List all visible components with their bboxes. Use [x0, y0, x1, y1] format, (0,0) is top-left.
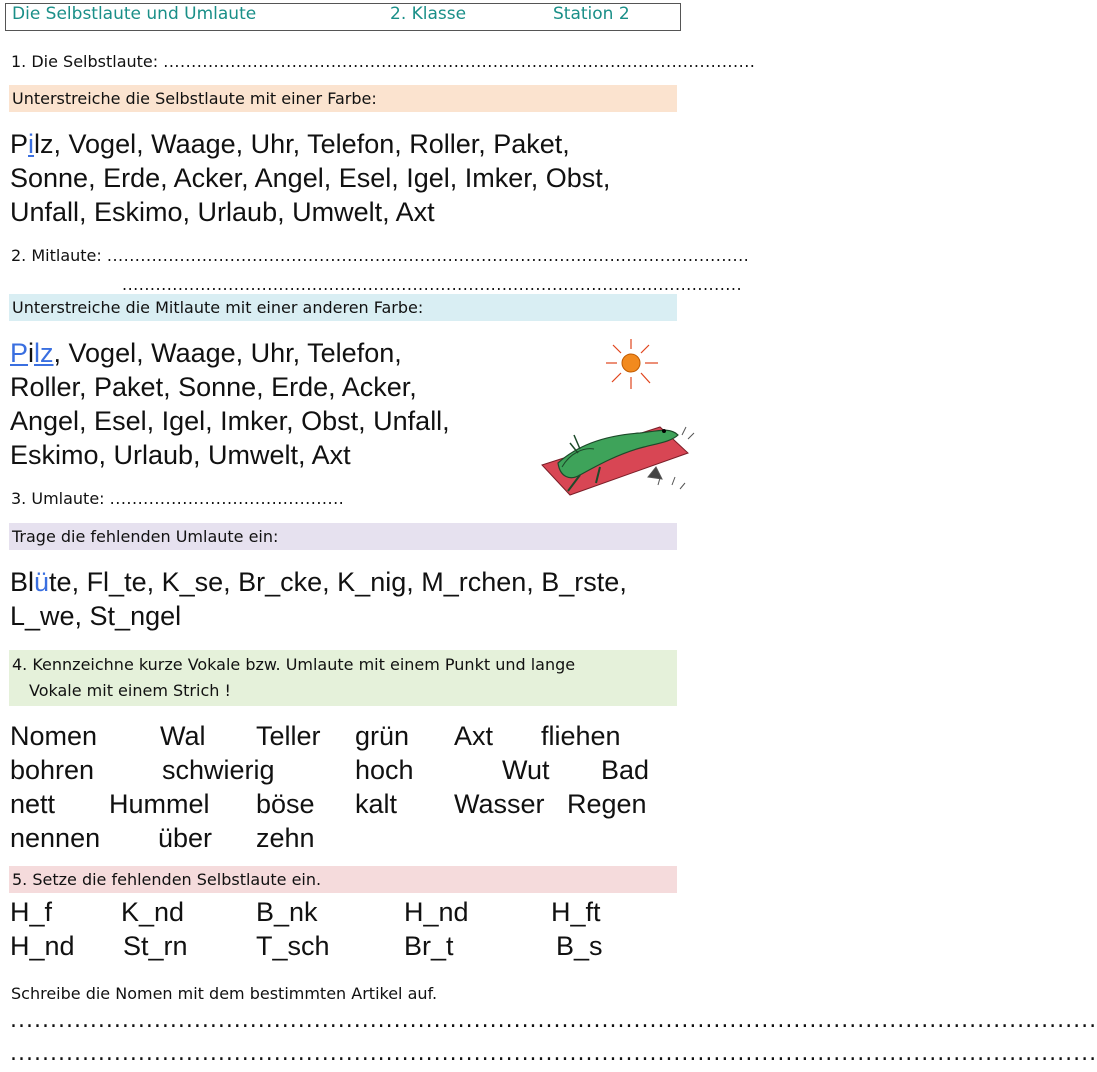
- example-vowel-underlined: i: [28, 129, 35, 159]
- crocodile-icon: [542, 427, 688, 495]
- word: kalt: [355, 789, 398, 819]
- instruction-bar-2: [9, 294, 677, 321]
- station-label: Station 2: [553, 4, 630, 24]
- sunbathing-crocodile-illustration: [540, 335, 700, 505]
- word: über: [158, 823, 213, 853]
- word: bohren: [10, 755, 95, 785]
- section3-label: 3. Umlaute:: [11, 489, 105, 508]
- section3-words-line1: [10, 565, 627, 599]
- section4-instruction-line1: 4. Kennzeichne kurze Vokale bzw. Umlaute mit einem Punkt und lange: [12, 655, 576, 674]
- word: B_nk: [256, 897, 318, 927]
- writing-line-2: ........................................................................................................................................: [10, 1041, 1097, 1066]
- word: zehn: [256, 823, 315, 853]
- section1-label: 1. Die Selbstlaute:: [11, 52, 159, 71]
- vowel-word-row: [0, 821, 704, 855]
- word: grün: [355, 721, 410, 751]
- word-text: te, Fl_te, K_se, Br_cke, K_nig, M_rchen, B_rste,: [49, 567, 627, 597]
- fill-vowel-row: [0, 929, 704, 963]
- section2-words-line4: Eskimo, Urlaub, Umwelt, Axt: [10, 440, 351, 470]
- word: T_sch: [256, 931, 330, 961]
- vowel-word-row: [0, 719, 704, 753]
- section2-label: 2. Mitlaute:: [11, 246, 102, 265]
- word: Bad: [601, 755, 650, 785]
- filled-umlaut: ü: [34, 567, 50, 597]
- word: B_s: [556, 931, 603, 961]
- vowel: i: [28, 338, 35, 368]
- answer-line: ..........................................: [109, 489, 345, 508]
- word: Nomen: [10, 721, 98, 751]
- word: Wut: [502, 755, 550, 785]
- section2-words-line2: Roller, Paket, Sonne, Erde, Acker,: [10, 372, 417, 402]
- section1-label-row: [11, 52, 756, 72]
- word: hoch: [355, 755, 414, 785]
- word: St_rn: [123, 931, 188, 961]
- section1-words-line2: Sonne, Erde, Acker, Angel, Esel, Igel, Imker, Obst,: [10, 163, 611, 193]
- word-text: lz, Vogel, Waage, Uhr, Telefon, Roller, Paket,: [34, 129, 570, 159]
- word: Axt: [454, 721, 494, 751]
- sun-icon: [606, 339, 658, 389]
- consonant-underlined: P: [10, 338, 29, 368]
- instruction-bar-4: [9, 650, 677, 706]
- section2-words-line3: Angel, Esel, Igel, Imker, Obst, Unfall,: [10, 406, 450, 436]
- section2-label-row: [11, 246, 750, 266]
- example-letter: P: [10, 129, 29, 159]
- consonant-underlined: l: [34, 338, 41, 368]
- word: H_f: [10, 897, 53, 927]
- section2-instruction: Unterstreiche die Mitlaute mit einer anderen Farbe:: [12, 298, 424, 317]
- section3-instruction: Trage die fehlenden Umlaute ein:: [12, 527, 279, 546]
- section1-words-line3: Unfall, Eskimo, Urlaub, Umwelt, Axt: [10, 197, 435, 227]
- word: Teller: [256, 721, 321, 751]
- word: H_nd: [10, 931, 75, 961]
- answer-line-2: ...............................................................................................................: [122, 275, 743, 294]
- answer-line: ...................................................................................................................: [106, 246, 750, 265]
- word: nennen: [10, 823, 101, 853]
- vowel-word-row: [0, 787, 704, 821]
- instruction-bar-3: [9, 523, 677, 550]
- consonant-underlined: z: [40, 338, 54, 368]
- writing-line-1: ........................................................................................................................................: [10, 1008, 1097, 1033]
- instruction-bar-5: [9, 866, 677, 893]
- section3-label-row: [11, 489, 344, 509]
- word: schwierig: [162, 755, 275, 785]
- grade-label: 2. Klasse: [390, 4, 467, 24]
- section1-instruction: Unterstreiche die Selbstlaute mit einer Farbe:: [12, 89, 377, 108]
- word: H_ft: [551, 897, 601, 927]
- word: H_nd: [404, 897, 469, 927]
- answer-line: ..........................................................................................................: [163, 52, 756, 71]
- section1-words-line1: [10, 127, 570, 161]
- section5-instruction: 5. Setze die fehlenden Selbstlaute ein.: [12, 870, 322, 889]
- word: Br_t: [404, 931, 454, 961]
- word: K_nd: [121, 897, 185, 927]
- word: Hummel: [109, 789, 210, 819]
- word: Regen: [567, 789, 647, 819]
- word: Wal: [160, 721, 206, 751]
- instruction-bar-1: [9, 85, 677, 112]
- fill-vowel-row: [0, 895, 704, 929]
- vowel-word-row: [0, 753, 704, 787]
- word: fliehen: [541, 721, 621, 751]
- word: Wasser: [454, 789, 545, 819]
- worksheet-title: Die Selbstlaute und Umlaute: [12, 4, 257, 24]
- word: böse: [256, 789, 315, 819]
- word-text: Bl: [10, 567, 35, 597]
- word: nett: [10, 789, 56, 819]
- section5-task: Schreibe die Nomen mit dem bestimmten Artikel auf.: [11, 984, 438, 1003]
- section3-words-line2: L_we, St_ngel: [10, 601, 182, 631]
- section4-instruction-line2: Vokale mit einem Strich !: [29, 681, 231, 700]
- word-text: , Vogel, Waage, Uhr, Telefon,: [53, 338, 402, 368]
- section2-words-line1: [10, 336, 402, 370]
